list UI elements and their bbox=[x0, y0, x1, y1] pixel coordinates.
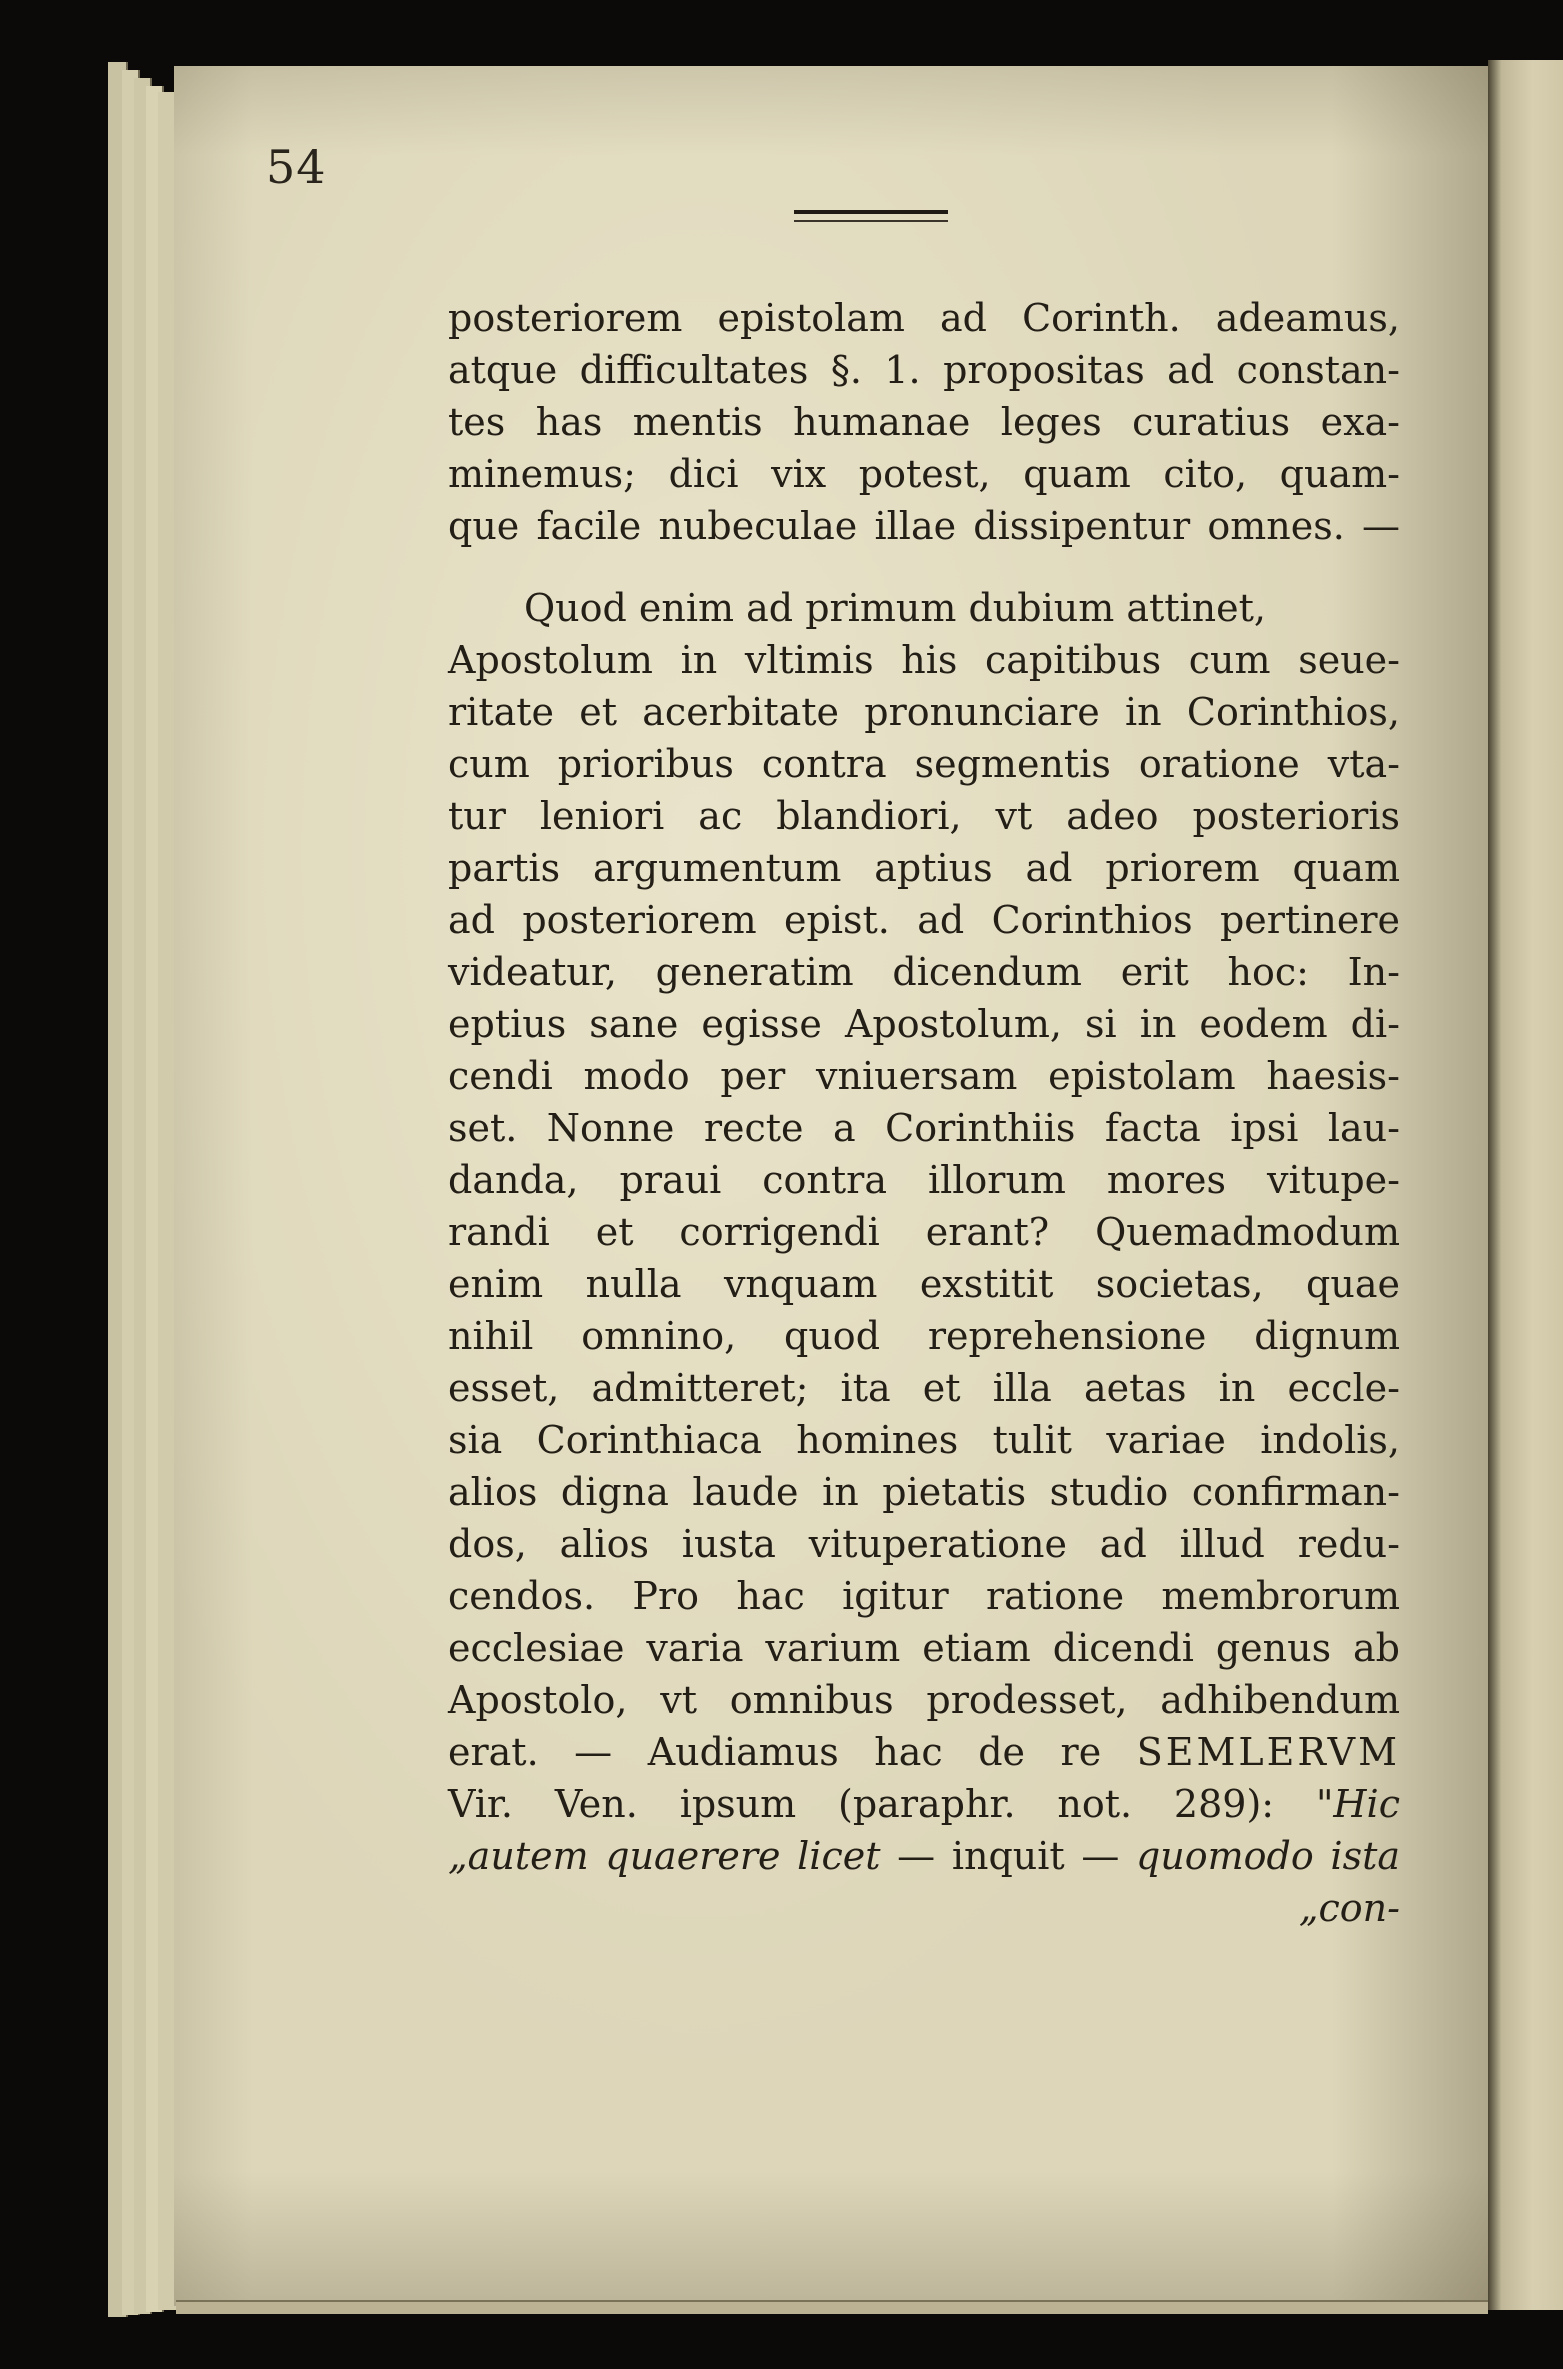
text-line: que facile nubeculae illae dissipentur omnes. — bbox=[448, 504, 1400, 548]
text-line: cendos. Pro hac igitur ratione membrorum bbox=[448, 1574, 1400, 1618]
text-line: Vir. Ven. ipsum (paraphr. not. 289): "Hic bbox=[448, 1782, 1400, 1826]
text-line: ritate et acerbitate pronunciare in Corinthios, bbox=[448, 690, 1400, 734]
head-rule bbox=[794, 210, 948, 222]
text-line: atque difficultates §. 1. propositas ad constan- bbox=[448, 348, 1400, 392]
catchword: „con- bbox=[1298, 1886, 1400, 1930]
text-line: sia Corinthiaca homines tulit variae indolis, bbox=[448, 1418, 1400, 1462]
text-line: „autem quaerere licet — inquit — quomodo ista bbox=[448, 1834, 1400, 1878]
page-number: 54 bbox=[266, 140, 327, 194]
text-line: esset, admitteret; ita et illa aetas in eccle- bbox=[448, 1366, 1400, 1410]
text-line: enim nulla vnquam exstitit societas, quae bbox=[448, 1262, 1400, 1306]
page-bottom-edge bbox=[176, 2300, 1488, 2314]
text-line: alios digna laude in pietatis studio confirman- bbox=[448, 1470, 1400, 1514]
text-line: erat. — Audiamus hac de re SEMLERVM bbox=[448, 1730, 1400, 1774]
text-line: videatur, generatim dicendum erit hoc: In- bbox=[448, 950, 1400, 994]
text-line: Apostolum in vltimis his capitibus cum seue- bbox=[448, 638, 1400, 682]
text-line: partis argumentum aptius ad priorem quam bbox=[448, 846, 1400, 890]
paragraph-gap bbox=[448, 552, 1400, 582]
text-line: nihil omnino, quod reprehensione dignum bbox=[448, 1314, 1400, 1358]
text-line: Quod enim ad primum dubium attinet, bbox=[524, 586, 1266, 630]
running-head bbox=[266, 140, 1386, 230]
paragraph-continuation bbox=[448, 292, 1400, 552]
facing-page-edge bbox=[1488, 60, 1563, 2310]
text-line: cendi modo per vniuersam epistolam haesis- bbox=[448, 1054, 1400, 1098]
text-line: randi et corrigendi erant? Quemadmodum bbox=[448, 1210, 1400, 1254]
text-line: set. Nonne recte a Corinthiis facta ipsi lau- bbox=[448, 1106, 1400, 1150]
text-line: ad posteriorem epist. ad Corinthios pertinere bbox=[448, 898, 1400, 942]
text-line: tur leniori ac blandiori, vt adeo posterioris bbox=[448, 794, 1400, 838]
body-text bbox=[448, 292, 1400, 1934]
text-line: cum prioribus contra segmentis oratione vta- bbox=[448, 742, 1400, 786]
text-line: dos, alios iusta vituperatione ad illud redu- bbox=[448, 1522, 1400, 1566]
author-name: SEMLERVM bbox=[1136, 1730, 1400, 1774]
text-line: posteriorem epistolam ad Corinth. adeamus, bbox=[448, 296, 1400, 340]
text-line: minemus; dici vix potest, quam cito, quam- bbox=[448, 452, 1400, 496]
paragraph bbox=[448, 582, 1400, 1726]
text-line: danda, praui contra illorum mores vitupe- bbox=[448, 1158, 1400, 1202]
text-line: Apostolo, vt omnibus prodesset, adhibendum bbox=[448, 1678, 1400, 1722]
text-line: tes has mentis humanae leges curatius exa- bbox=[448, 400, 1400, 444]
text-line: ecclesiae varia varium etiam dicendi genus ab bbox=[448, 1626, 1400, 1670]
text-line: eptius sane egisse Apostolum, si in eodem di- bbox=[448, 1002, 1400, 1046]
